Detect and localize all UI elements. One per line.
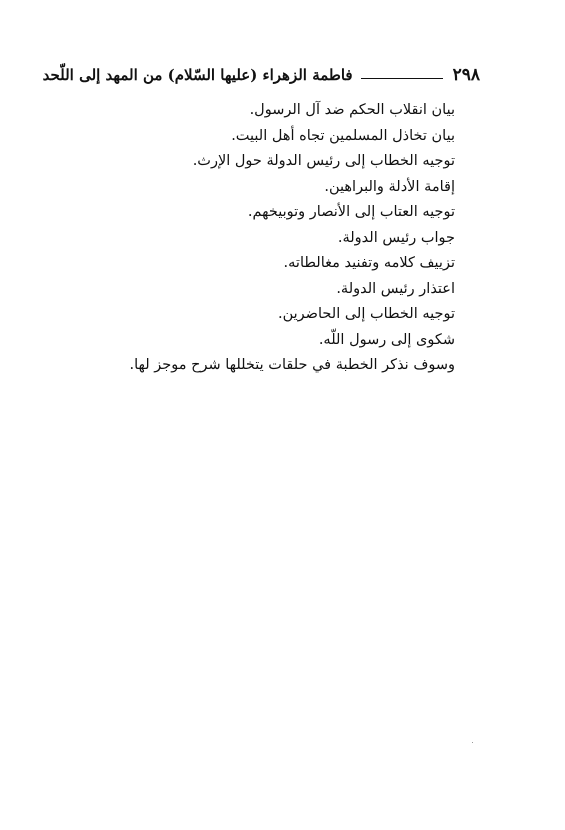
page-number: ٢٩٨ [452,65,480,85]
header-rule [361,78,443,79]
running-header [42,62,480,88]
body-text [100,98,455,379]
text-line: إقامة الأدلة والبراهين. [324,178,455,195]
text-line: وسوف نذكر الخطبة في حلقات يتخللها شرح موجز لها. [129,357,455,373]
text-line: توجيه العتاب إلى الأنصار وتوبيخهم. [247,204,455,220]
text-line: بيان تخاذل المسلمين تجاه أهل البيت. [231,127,455,144]
text-line: جواب رئيس الدولة. [337,229,455,246]
text-line: توجيه الخطاب إلى رئيس الدولة حول الإرث. [192,153,455,169]
text-line: تزييف كلامه وتفنيد مغالطاته. [283,255,455,271]
text-line: شكوى إلى رسول اللّه. [318,331,455,348]
scan-speck [472,742,473,743]
book-title: فاطمة الزهراء (عليها السّلام) من المهد إلى اللّحد [42,66,353,84]
text-line: توجيه الخطاب إلى الحاضرين. [278,306,455,322]
text-line: بيان انقلاب الحكم ضد آل الرسول. [249,102,455,118]
text-line: اعتذار رئيس الدولة. [336,280,455,297]
